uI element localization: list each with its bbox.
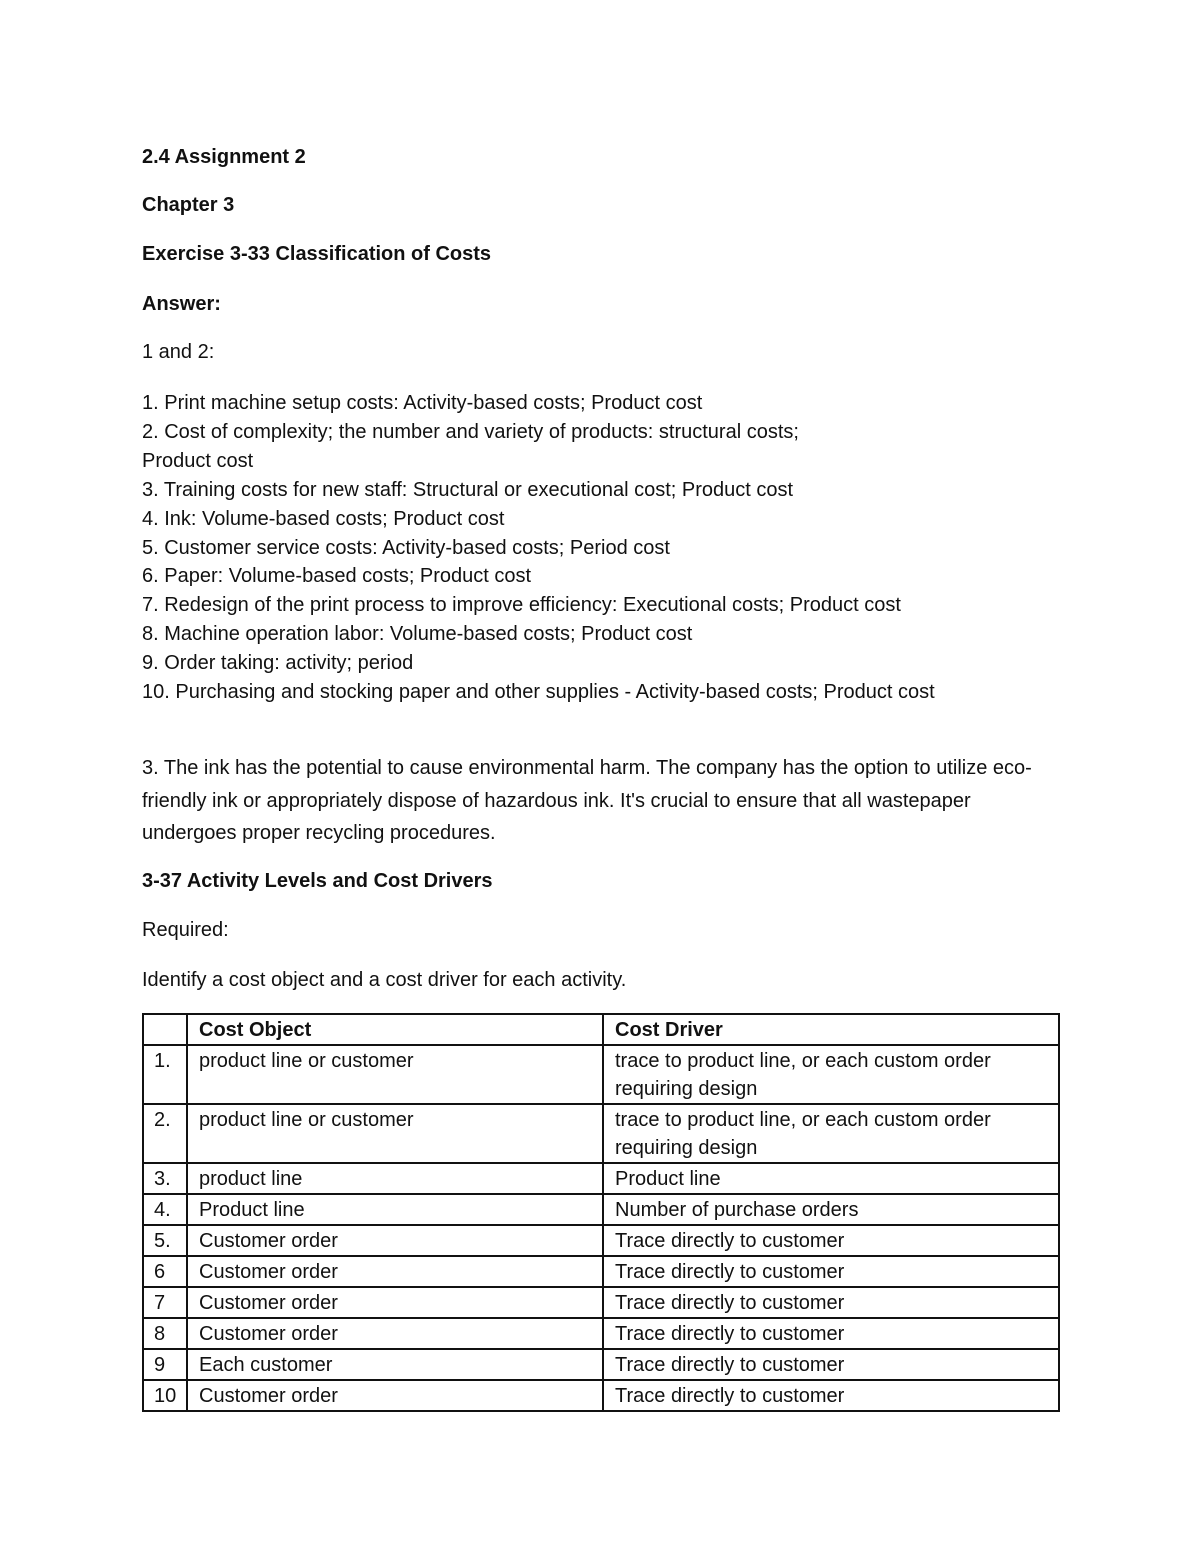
list-item: 1. Print machine setup costs: Activity-based costs; Product cost [142, 392, 703, 414]
cost-driver-cell: Trace directly to customer [603, 1225, 1059, 1256]
row-number: 3. [143, 1163, 187, 1194]
cost-object-cell: product line or customer [187, 1045, 603, 1104]
list-item: 6. Paper: Volume-based costs; Product cost [142, 565, 532, 588]
cost-object-cell: Each customer [187, 1349, 603, 1380]
row-number: 6 [143, 1256, 187, 1287]
cost-object-cell: product line [187, 1163, 603, 1194]
chapter-heading: Chapter 3 [142, 194, 235, 216]
row-number: 5. [143, 1225, 187, 1256]
cost-driver-cell: Product line [603, 1163, 1059, 1194]
table-row [143, 1318, 1059, 1349]
cost-classification-list [142, 389, 935, 707]
answer-3-paragraph: 3. The ink has the potential to cause environmental harm. The company has the option to utilize eco-friendly ink or appropriately dispose of hazardous ink. It's crucial to ensure that all wastepaper undergoes proper recycling procedures. [142, 757, 1032, 844]
cost-driver-cell: Trace directly to customer [603, 1380, 1059, 1411]
table-row [143, 1163, 1059, 1194]
answer-label: Answer: [142, 293, 221, 315]
cost-driver-cell: Number of purchase orders [603, 1194, 1059, 1225]
table-row [143, 1225, 1059, 1256]
required-label: Required: [142, 919, 229, 941]
row-number: 4. [143, 1194, 187, 1225]
list-item: 9. Order taking: activity; period [142, 652, 414, 675]
list-item: 3. Training costs for new staff: Structural or executional cost; Product cost [142, 478, 794, 501]
table-row [143, 1287, 1059, 1318]
cost-object-cell: product line or customer [187, 1104, 603, 1163]
cost-driver-cell: trace to product line, or each custom order requiring design [603, 1045, 1059, 1104]
table-row [143, 1104, 1059, 1163]
list-item: 4. Ink: Volume-based costs; Product cost [142, 507, 505, 530]
row-number: 7 [143, 1287, 187, 1318]
cost-object-cell: Customer order [187, 1225, 603, 1256]
table-header-row [143, 1014, 1059, 1045]
instruction-text: Identify a cost object and a cost driver for each activity. [142, 969, 627, 991]
list-item: 10. Purchasing and stocking paper and other supplies - Activity-based costs; Product cost [142, 681, 935, 704]
row-number: 2. [143, 1104, 187, 1163]
cost-driver-cell: Trace directly to customer [603, 1287, 1059, 1318]
row-number: 9 [143, 1349, 187, 1380]
list-item: 2. Cost of complexity; the number and variety of products: structural costs; [142, 420, 799, 443]
section-heading: 3-37 Activity Levels and Cost Drivers [142, 870, 493, 892]
cost-object-cell: Customer order [187, 1380, 603, 1411]
header-cost-driver: Cost Driver [603, 1014, 1059, 1045]
row-number: 8 [143, 1318, 187, 1349]
list-item: 5. Customer service costs: Activity-based costs; Period cost [142, 536, 670, 559]
part-label: 1 and 2: [142, 341, 215, 363]
table-row [143, 1194, 1059, 1225]
cost-driver-cell: Trace directly to customer [603, 1349, 1059, 1380]
table-row [143, 1349, 1059, 1380]
header-cost-object: Cost Object [187, 1014, 603, 1045]
cost-object-cell: Customer order [187, 1287, 603, 1318]
list-item: 8. Machine operation labor: Volume-based costs; Product cost [142, 623, 693, 646]
cost-driver-cell: Trace directly to customer [603, 1256, 1059, 1287]
document-title: 2.4 Assignment 2 [142, 146, 306, 168]
cost-object-cell: Customer order [187, 1318, 603, 1349]
header-number [143, 1014, 187, 1045]
cost-object-cell: Customer order [187, 1256, 603, 1287]
cost-object-cell: Product line [187, 1194, 603, 1225]
cost-table [142, 1013, 1060, 1412]
list-item: 7. Redesign of the print process to improve efficiency: Executional costs; Product cost [142, 594, 901, 617]
table-row [143, 1380, 1059, 1411]
table-row [143, 1256, 1059, 1287]
row-number: 1. [143, 1045, 187, 1104]
cost-driver-cell: Trace directly to customer [603, 1318, 1059, 1349]
table-row [143, 1045, 1059, 1104]
list-item: Product cost [142, 449, 254, 472]
exercise-heading: Exercise 3-33 Classification of Costs [142, 243, 492, 265]
cost-driver-cell: trace to product line, or each custom order requiring design [603, 1104, 1059, 1163]
row-number: 10 [143, 1380, 187, 1411]
